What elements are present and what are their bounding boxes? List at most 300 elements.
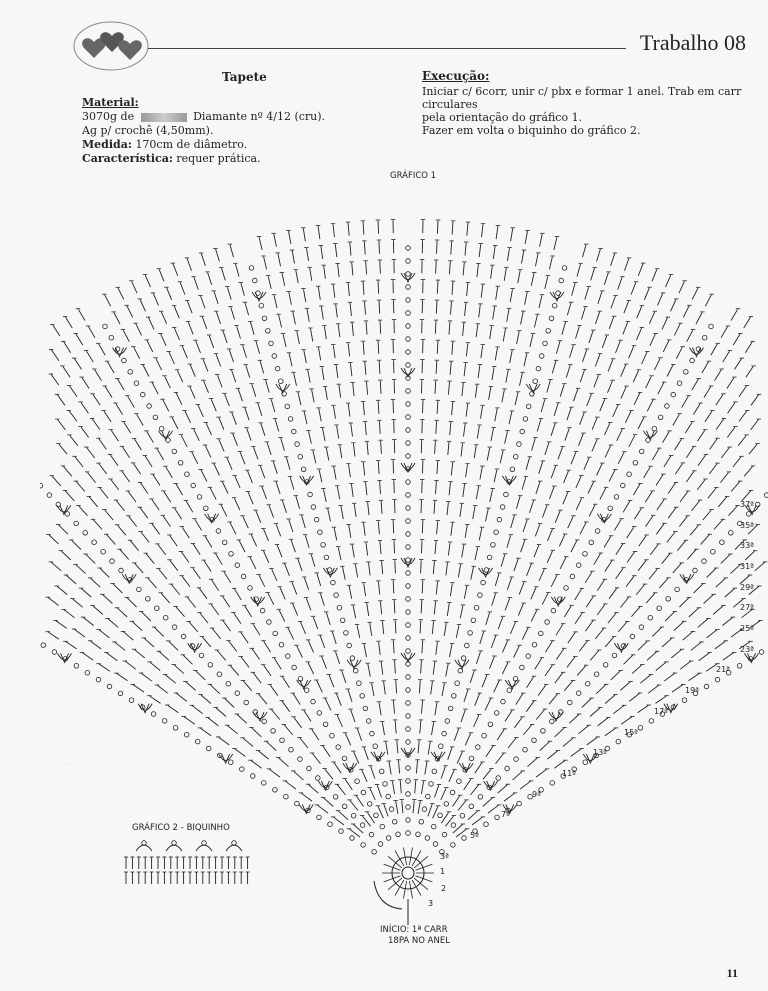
- chain-stitch: [279, 642, 284, 647]
- center-inner-ring: [402, 867, 414, 879]
- chain-stitch: [235, 563, 240, 568]
- double-crochet-stitch: [123, 330, 129, 342]
- double-crochet-stitch: [206, 423, 211, 435]
- double-crochet-stitch: [235, 476, 240, 488]
- chain-stitch: [675, 587, 680, 592]
- chain-stitch: [406, 246, 411, 251]
- chain-stitch: [103, 324, 108, 329]
- double-crochet-stitch: [516, 496, 520, 509]
- double-crochet-stitch: [369, 563, 371, 576]
- chain-stitch: [311, 505, 316, 510]
- double-crochet-stitch: [193, 568, 201, 579]
- double-crochet-stitch: [282, 677, 289, 688]
- double-crochet-stitch: [721, 448, 729, 458]
- measure-line: [82, 138, 382, 152]
- chain-stitch: [438, 813, 443, 818]
- double-crochet-stitch: [378, 461, 379, 474]
- double-crochet-stitch: [103, 595, 113, 604]
- chain-stitch: [737, 664, 742, 669]
- double-crochet-stitch: [478, 365, 480, 378]
- double-crochet-stitch: [395, 500, 396, 513]
- double-crochet-stitch: [609, 317, 614, 329]
- double-crochet-stitch: [367, 442, 368, 455]
- double-crochet-stitch: [594, 554, 601, 565]
- double-crochet-stitch: [224, 572, 231, 583]
- double-crochet-stitch: [93, 394, 100, 405]
- double-crochet-stitch: [680, 661, 690, 669]
- double-crochet-stitch: [336, 365, 338, 378]
- double-crochet-stitch: [266, 380, 270, 393]
- chain-stitch: [406, 610, 411, 615]
- double-crochet-stitch: [433, 662, 435, 675]
- double-crochet-stitch: [351, 484, 353, 497]
- double-crochet-stitch: [648, 685, 658, 693]
- double-crochet-stitch: [522, 477, 526, 489]
- double-crochet-stitch: [210, 488, 216, 500]
- double-crochet-stitch: [63, 366, 70, 377]
- double-crochet-stitch: [216, 554, 223, 565]
- double-crochet-stitch: [231, 307, 235, 319]
- double-crochet-stitch: [674, 324, 680, 336]
- double-crochet-stitch: [108, 619, 118, 627]
- double-crochet-stitch: [292, 251, 294, 264]
- double-crochet-stitch: [250, 557, 256, 569]
- chain-stitch: [639, 449, 644, 454]
- chain-stitch: [355, 779, 360, 784]
- double-crochet-stitch: [222, 268, 226, 280]
- double-crochet-stitch: [264, 641, 271, 652]
- double-crochet-stitch: [714, 520, 723, 530]
- double-crochet-stitch: [354, 752, 359, 764]
- shell-motif: [253, 712, 267, 721]
- double-crochet-stitch: [556, 624, 563, 635]
- start-label-1: INÍCIO: 1ª CARR: [380, 925, 448, 935]
- double-crochet-stitch: [320, 593, 324, 605]
- double-crochet-stitch: [527, 677, 534, 688]
- double-crochet-stitch: [698, 430, 705, 441]
- double-crochet-stitch: [152, 383, 158, 395]
- chain-stitch: [452, 694, 457, 699]
- double-crochet-stitch: [589, 505, 595, 517]
- double-crochet-stitch: [585, 287, 589, 299]
- double-crochet-stitch: [480, 467, 482, 480]
- hearts-logo-icon: [72, 20, 150, 72]
- double-crochet-stitch: [482, 224, 484, 237]
- double-crochet-stitch: [637, 306, 642, 318]
- chain-stitch: [323, 722, 328, 727]
- double-crochet-stitch: [58, 420, 66, 430]
- double-crochet-stitch: [518, 270, 520, 283]
- double-crochet-stitch: [677, 541, 685, 551]
- double-crochet-stitch: [378, 521, 379, 534]
- chain-stitch: [83, 531, 88, 536]
- double-crochet-stitch: [481, 406, 483, 419]
- double-crochet-stitch: [380, 601, 381, 614]
- chain-stitch: [307, 766, 312, 771]
- chain-stitch: [317, 815, 322, 820]
- double-crochet-stitch: [579, 641, 587, 651]
- double-crochet-stitch: [150, 662, 160, 670]
- double-crochet-stitch: [176, 484, 183, 495]
- double-crochet-stitch: [545, 641, 552, 652]
- double-crochet-stitch: [396, 680, 397, 693]
- double-crochet-stitch: [312, 729, 319, 740]
- chain-stitch: [259, 303, 264, 308]
- double-crochet-stitch: [725, 589, 735, 598]
- double-crochet-stitch: [510, 350, 513, 363]
- double-crochet-stitch: [547, 529, 552, 541]
- double-crochet-stitch: [458, 564, 460, 577]
- chain-stitch: [608, 506, 613, 511]
- double-crochet-stitch: [609, 470, 615, 482]
- double-crochet-stitch: [452, 402, 453, 415]
- double-crochet-stitch: [264, 665, 271, 676]
- chain-stitch: [406, 324, 411, 329]
- double-crochet-stitch: [466, 343, 467, 356]
- double-crochet-stitch: [421, 500, 422, 513]
- double-crochet-stitch: [682, 396, 689, 407]
- chain-stitch: [396, 832, 401, 837]
- double-crochet-stitch: [621, 717, 632, 724]
- double-crochet-stitch: [597, 464, 603, 476]
- chain-stitch: [107, 684, 112, 689]
- double-crochet-stitch: [640, 675, 650, 683]
- chain-stitch: [539, 631, 544, 636]
- chain-stitch: [448, 706, 453, 711]
- double-crochet-stitch: [247, 428, 251, 440]
- double-crochet-stitch: [631, 607, 640, 617]
- double-crochet-stitch: [625, 411, 631, 423]
- double-crochet-stitch: [343, 567, 346, 580]
- double-crochet-stitch: [447, 502, 448, 515]
- shell-motif: [347, 660, 361, 669]
- double-crochet-stitch: [269, 505, 274, 517]
- chain-stitch: [217, 672, 222, 677]
- double-crochet-stitch: [498, 617, 503, 629]
- double-crochet-stitch: [435, 381, 436, 394]
- chain-stitch: [334, 593, 339, 598]
- double-crochet-stitch: [481, 285, 483, 298]
- shell-motif: [401, 273, 415, 282]
- double-crochet-stitch: [555, 511, 560, 523]
- double-crochet-stitch: [564, 681, 572, 691]
- double-crochet-stitch: [454, 729, 458, 741]
- double-crochet-stitch: [309, 785, 319, 794]
- double-crochet-stitch: [576, 476, 581, 488]
- double-crochet-stitch: [368, 502, 369, 515]
- double-crochet-stitch: [279, 315, 282, 328]
- double-crochet-stitch: [73, 599, 83, 607]
- double-crochet-stitch: [230, 245, 234, 258]
- double-crochet-stitch: [118, 288, 124, 300]
- double-crochet-stitch: [423, 400, 424, 413]
- double-crochet-stitch: [159, 569, 167, 579]
- double-crochet-stitch: [592, 418, 597, 430]
- double-crochet-stitch: [173, 264, 178, 276]
- double-crochet-stitch: [380, 481, 381, 494]
- double-crochet-stitch: [576, 498, 582, 510]
- double-crochet-stitch: [116, 404, 123, 415]
- double-crochet-stitch: [523, 520, 527, 532]
- double-crochet-stitch: [48, 632, 59, 639]
- chain-stitch: [702, 559, 707, 564]
- chain-stitch: [280, 738, 285, 743]
- double-crochet-stitch: [667, 532, 675, 542]
- double-crochet-stitch: [363, 222, 364, 235]
- chain-stitch: [633, 461, 638, 466]
- double-crochet-stitch: [332, 632, 336, 644]
- chain-stitch: [406, 311, 411, 316]
- double-crochet-stitch: [352, 323, 353, 336]
- double-crochet-stitch: [446, 816, 454, 826]
- double-crochet-stitch: [580, 413, 585, 425]
- double-crochet-stitch: [241, 283, 245, 296]
- chain-stitch: [379, 769, 384, 774]
- crochet-diagram: [40, 165, 768, 965]
- double-crochet-stitch: [751, 420, 759, 430]
- double-crochet-stitch: [733, 457, 741, 467]
- chain-stitch: [328, 822, 333, 827]
- double-crochet-stitch: [656, 524, 664, 535]
- double-crochet-stitch: [571, 452, 576, 464]
- double-crochet-stitch: [501, 554, 505, 566]
- double-crochet-stitch: [99, 664, 110, 671]
- double-crochet-stitch: [108, 362, 115, 373]
- double-crochet-stitch: [633, 370, 638, 382]
- double-crochet-stitch: [650, 544, 658, 554]
- chain-stitch: [419, 819, 424, 824]
- chain-stitch: [711, 549, 716, 554]
- double-crochet-stitch: [308, 641, 313, 653]
- chain-stitch: [173, 726, 178, 731]
- double-crochet-stitch: [479, 528, 482, 541]
- double-crochet-stitch: [534, 315, 537, 328]
- shell-motif: [549, 712, 563, 721]
- double-crochet-stitch: [453, 825, 463, 834]
- double-crochet-stitch: [710, 439, 718, 450]
- double-crochet-stitch: [448, 748, 452, 760]
- chain-stitch: [406, 805, 411, 810]
- double-crochet-stitch: [353, 606, 356, 619]
- double-crochet-stitch: [451, 242, 452, 255]
- chain-stitch: [406, 558, 411, 563]
- double-crochet-stitch: [458, 800, 466, 810]
- double-crochet-stitch: [422, 540, 423, 553]
- double-crochet-stitch: [683, 306, 689, 318]
- double-crochet-stitch: [598, 718, 608, 726]
- double-crochet-stitch: [392, 781, 394, 794]
- double-crochet-stitch: [174, 328, 179, 340]
- double-crochet-stitch: [646, 376, 652, 388]
- chain-stitch: [621, 483, 626, 488]
- double-crochet-stitch: [324, 798, 334, 807]
- chain-stitch: [532, 642, 537, 647]
- double-crochet-stitch: [520, 373, 523, 386]
- double-crochet-stitch: [687, 550, 696, 560]
- chain-stitch: [576, 563, 581, 568]
- double-crochet-stitch: [260, 361, 264, 374]
- double-crochet-stitch: [540, 234, 543, 247]
- double-crochet-stitch: [163, 516, 170, 527]
- double-crochet-stitch: [602, 336, 607, 348]
- round-number-label: 23ª: [740, 645, 754, 654]
- double-crochet-stitch: [219, 737, 230, 745]
- double-crochet-stitch: [69, 411, 77, 422]
- double-crochet-stitch: [437, 221, 438, 234]
- double-crochet-stitch: [379, 642, 381, 655]
- double-crochet-stitch: [650, 334, 655, 346]
- chain-stitch: [331, 580, 336, 585]
- chain-stitch: [262, 781, 267, 786]
- chain-stitch: [594, 672, 599, 677]
- double-crochet-stitch: [248, 492, 253, 504]
- double-crochet-stitch: [446, 664, 449, 677]
- double-crochet-stitch: [627, 527, 634, 538]
- double-crochet-stitch: [549, 694, 557, 704]
- double-crochet-stitch: [241, 657, 249, 667]
- double-crochet-stitch: [82, 589, 92, 598]
- double-crochet-stitch: [685, 422, 692, 433]
- double-crochet-stitch: [134, 464, 141, 475]
- materials-heading: Material:: [82, 96, 139, 109]
- chain-stitch: [162, 719, 167, 724]
- chain-stitch: [471, 618, 476, 623]
- double-crochet-stitch: [618, 622, 627, 632]
- chain-stitch: [342, 804, 347, 809]
- double-crochet-stitch: [252, 649, 259, 660]
- double-crochet-stitch: [312, 754, 320, 764]
- double-crochet-stitch: [745, 342, 752, 353]
- chain-stitch: [406, 298, 411, 303]
- double-crochet-stitch: [448, 442, 449, 455]
- chain-stitch: [96, 677, 101, 682]
- double-crochet-stitch: [558, 447, 563, 459]
- double-crochet-stitch: [745, 551, 755, 560]
- double-crochet-stitch: [187, 259, 191, 271]
- double-crochet-stitch: [415, 780, 416, 793]
- double-crochet-stitch: [386, 742, 388, 755]
- double-crochet-stitch: [196, 671, 205, 680]
- double-crochet-stitch: [627, 552, 635, 563]
- chain-stitch: [406, 493, 411, 498]
- double-crochet-stitch: [212, 629, 220, 639]
- double-crochet-stitch: [145, 275, 150, 287]
- double-crochet-stitch: [294, 717, 302, 727]
- double-crochet-stitch: [494, 681, 500, 693]
- double-crochet-stitch: [364, 644, 367, 657]
- double-crochet-stitch: [229, 641, 237, 651]
- materials-line-1-suffix: Diamante nº 4/12 (cru).: [193, 110, 326, 123]
- page-title: Trabalho 08: [639, 30, 746, 55]
- double-crochet-stitch: [323, 746, 330, 757]
- double-crochet-stitch: [709, 464, 717, 474]
- double-crochet-stitch: [577, 264, 581, 277]
- double-crochet-stitch: [159, 269, 164, 281]
- shell-motif: [159, 431, 173, 440]
- double-crochet-stitch: [703, 510, 711, 520]
- chain-stitch: [501, 699, 506, 704]
- double-crochet-stitch: [380, 261, 381, 274]
- chain-stitch: [523, 417, 528, 422]
- double-crochet-stitch: [664, 673, 674, 681]
- double-crochet-stitch: [205, 536, 212, 547]
- double-crochet-stitch: [262, 487, 267, 499]
- double-crochet-stitch: [243, 738, 253, 746]
- double-crochet-stitch: [317, 574, 321, 587]
- double-crochet-stitch: [223, 621, 231, 632]
- double-crochet-stitch: [604, 273, 608, 285]
- double-crochet-stitch: [297, 331, 300, 344]
- chain-stitch: [462, 836, 467, 841]
- chain-stitch: [612, 653, 617, 658]
- double-crochet-stitch: [270, 685, 278, 696]
- chain-stitch: [333, 795, 338, 800]
- chain-stitch: [406, 519, 411, 524]
- double-crochet-stitch: [339, 811, 349, 820]
- double-crochet-stitch: [282, 501, 286, 513]
- double-crochet-stitch: [464, 586, 467, 599]
- double-crochet-stitch: [70, 436, 78, 446]
- double-crochet-stitch: [705, 295, 711, 307]
- chain-stitch: [357, 681, 362, 686]
- chain-stitch: [386, 836, 391, 841]
- double-crochet-stitch: [76, 334, 83, 345]
- double-crochet-stitch: [476, 652, 480, 664]
- shell-motif: [252, 292, 266, 301]
- double-crochet-stitch: [560, 557, 566, 569]
- round-number-label: 9ª: [532, 790, 541, 799]
- double-crochet-stitch: [581, 307, 585, 319]
- double-crochet-stitch: [350, 243, 351, 256]
- double-crochet-stitch: [450, 362, 451, 375]
- double-crochet-stitch: [381, 501, 382, 514]
- chain-stitch: [507, 688, 512, 693]
- double-crochet-stitch: [237, 326, 241, 338]
- double-crochet-stitch: [575, 589, 582, 600]
- double-crochet-stitch: [492, 593, 496, 605]
- double-crochet-stitch: [656, 696, 667, 703]
- double-crochet-stitch: [120, 550, 129, 560]
- double-crochet-stitch: [476, 486, 478, 499]
- chain-stitch: [406, 259, 411, 264]
- double-crochet-stitch: [539, 569, 544, 581]
- double-crochet-stitch: [504, 793, 515, 801]
- double-crochet-stitch: [662, 318, 668, 330]
- chain-stitch: [273, 631, 278, 636]
- chain-stitch: [153, 415, 158, 420]
- double-crochet-stitch: [465, 243, 466, 256]
- measure-label: Medida:: [82, 138, 132, 151]
- double-crochet-stitch: [49, 535, 58, 544]
- double-crochet-stitch: [441, 766, 445, 778]
- double-crochet-stitch: [475, 547, 478, 560]
- chain-stitch: [746, 512, 751, 517]
- chain-stitch: [285, 404, 290, 409]
- double-crochet-stitch: [541, 399, 545, 412]
- double-crochet-stitch: [394, 600, 395, 613]
- double-crochet-stitch: [159, 652, 169, 661]
- chain-stitch: [432, 769, 437, 774]
- double-crochet-stitch: [646, 516, 653, 527]
- double-crochet-stitch: [657, 499, 664, 510]
- double-crochet-stitch: [691, 642, 701, 650]
- double-crochet-stitch: [702, 362, 709, 373]
- double-crochet-stitch: [461, 444, 463, 457]
- double-crochet-stitch: [556, 341, 560, 354]
- double-crochet-stitch: [195, 519, 202, 530]
- double-crochet-stitch: [550, 487, 555, 499]
- double-crochet-stitch: [166, 675, 176, 683]
